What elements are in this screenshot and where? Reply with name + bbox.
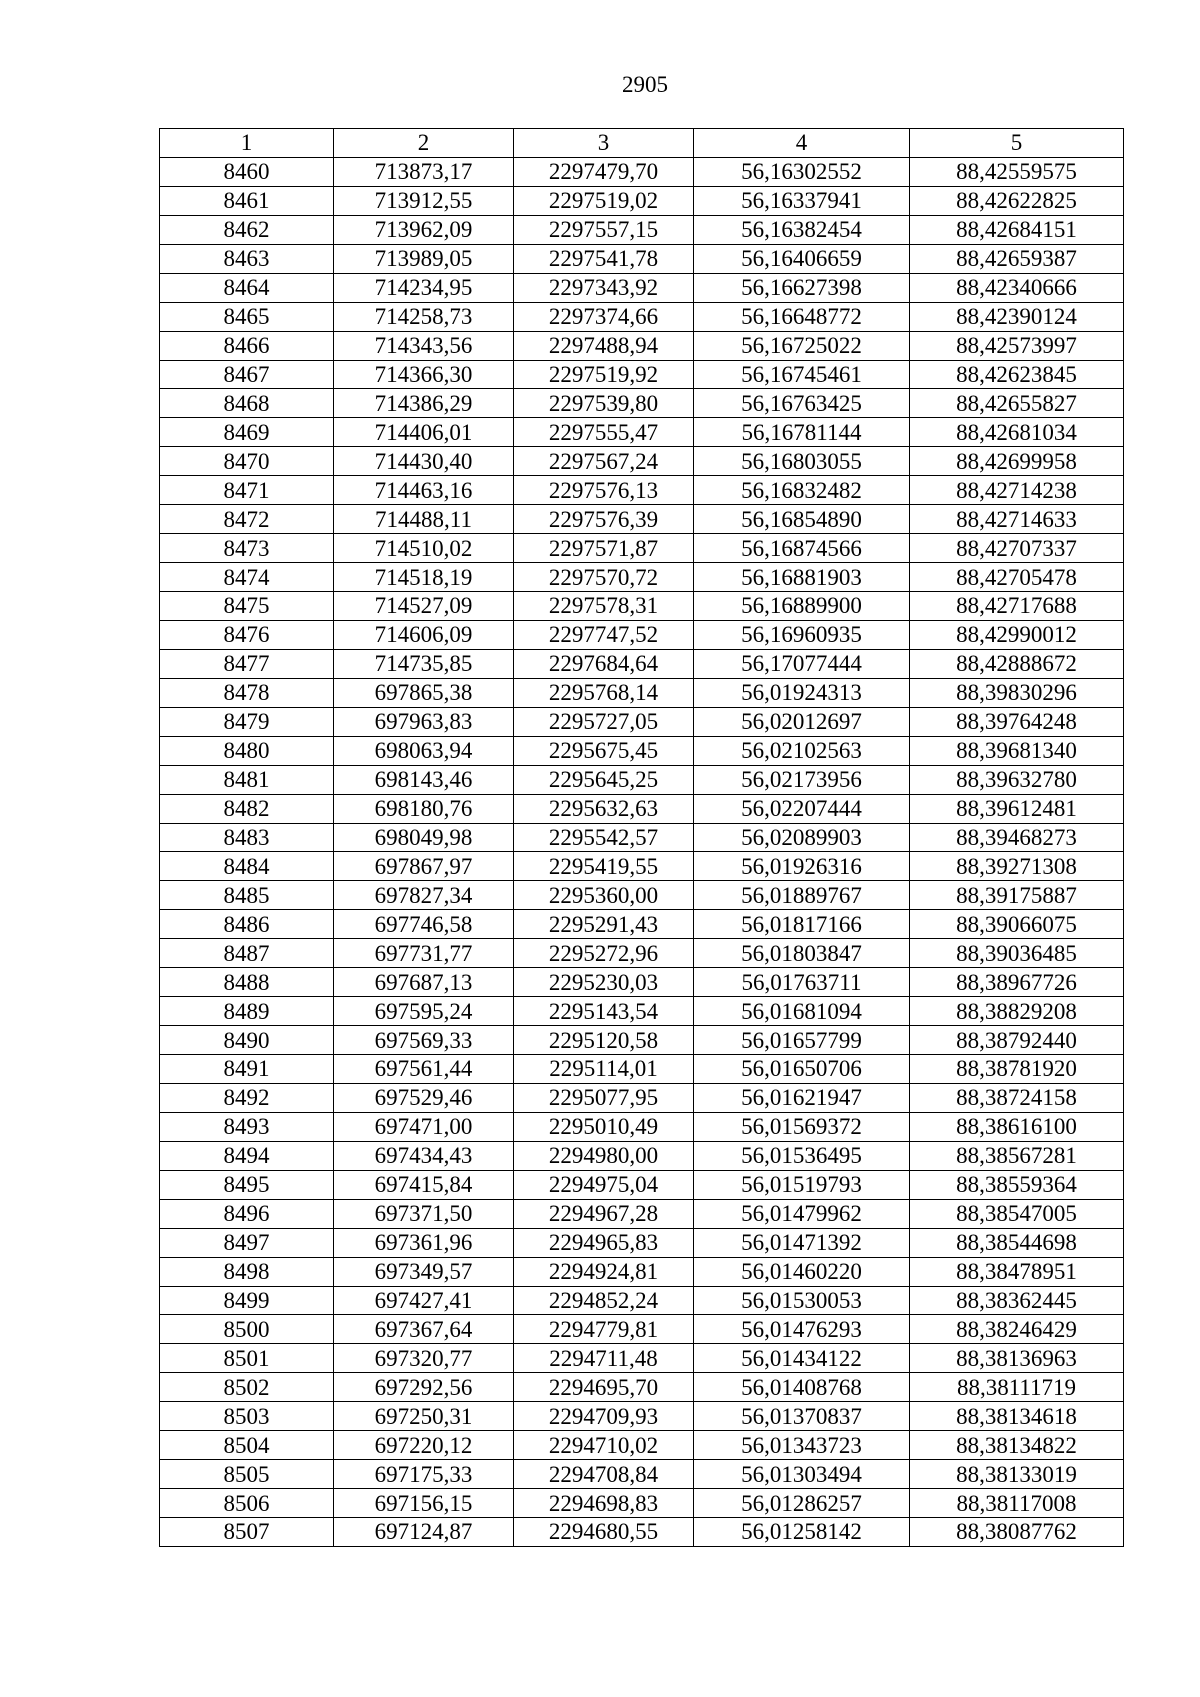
table-row	[160, 331, 1124, 360]
longitude-cell: 88,38134822	[910, 1431, 1124, 1460]
y-coordinate-cell: 2294709,93	[514, 1402, 694, 1431]
longitude-cell: 88,39632780	[910, 765, 1124, 794]
y-coordinate-cell: 2297557,15	[514, 215, 694, 244]
x-coordinate-cell: 697156,15	[334, 1489, 514, 1518]
table-row	[160, 244, 1124, 273]
x-coordinate-cell: 697124,87	[334, 1518, 514, 1547]
latitude-cell: 56,01803847	[694, 939, 910, 968]
table-row	[160, 563, 1124, 592]
latitude-cell: 56,02012697	[694, 707, 910, 736]
point-number-cell: 8482	[160, 794, 334, 823]
y-coordinate-cell: 2294711,48	[514, 1344, 694, 1373]
longitude-cell: 88,42888672	[910, 649, 1124, 678]
point-number-cell: 8465	[160, 302, 334, 331]
point-number-cell: 8485	[160, 881, 334, 910]
table-row	[160, 1286, 1124, 1315]
table-row	[160, 1228, 1124, 1257]
x-coordinate-cell: 713989,05	[334, 244, 514, 273]
longitude-cell: 88,38136963	[910, 1344, 1124, 1373]
y-coordinate-cell: 2295010,49	[514, 1112, 694, 1141]
table-row	[160, 534, 1124, 563]
latitude-cell: 56,01650706	[694, 1055, 910, 1084]
point-number-cell: 8502	[160, 1373, 334, 1402]
column-header-3: 3	[514, 129, 694, 158]
point-number-cell: 8491	[160, 1055, 334, 1084]
latitude-cell: 56,01258142	[694, 1518, 910, 1547]
point-number-cell: 8484	[160, 852, 334, 881]
point-number-cell: 8466	[160, 331, 334, 360]
table-row	[160, 389, 1124, 418]
longitude-cell: 88,38829208	[910, 997, 1124, 1026]
column-header-5: 5	[910, 129, 1124, 158]
latitude-cell: 56,16960935	[694, 620, 910, 649]
y-coordinate-cell: 2297519,92	[514, 360, 694, 389]
x-coordinate-cell: 698143,46	[334, 765, 514, 794]
table-row	[160, 476, 1124, 505]
x-coordinate-cell: 713873,17	[334, 157, 514, 186]
point-number-cell: 8488	[160, 968, 334, 997]
latitude-cell: 56,01763711	[694, 968, 910, 997]
point-number-cell: 8492	[160, 1083, 334, 1112]
longitude-cell: 88,39175887	[910, 881, 1124, 910]
longitude-cell: 88,38087762	[910, 1518, 1124, 1547]
longitude-cell: 88,38724158	[910, 1083, 1124, 1112]
column-header-4: 4	[694, 129, 910, 158]
x-coordinate-cell: 697731,77	[334, 939, 514, 968]
x-coordinate-cell: 714430,40	[334, 447, 514, 476]
table-row	[160, 1460, 1124, 1489]
longitude-cell: 88,39468273	[910, 823, 1124, 852]
table-row	[160, 1344, 1124, 1373]
longitude-cell: 88,38616100	[910, 1112, 1124, 1141]
table-row	[160, 707, 1124, 736]
x-coordinate-cell: 697687,13	[334, 968, 514, 997]
table-row	[160, 1431, 1124, 1460]
point-number-cell: 8501	[160, 1344, 334, 1373]
point-number-cell: 8462	[160, 215, 334, 244]
y-coordinate-cell: 2297539,80	[514, 389, 694, 418]
latitude-cell: 56,16854890	[694, 505, 910, 534]
point-number-cell: 8469	[160, 418, 334, 447]
longitude-cell: 88,42714633	[910, 505, 1124, 534]
latitude-cell: 56,16889900	[694, 592, 910, 621]
latitude-cell: 56,01460220	[694, 1257, 910, 1286]
table-row	[160, 302, 1124, 331]
table-row	[160, 620, 1124, 649]
page-number: 2905	[622, 72, 668, 97]
x-coordinate-cell: 714518,19	[334, 563, 514, 592]
latitude-cell: 56,01370837	[694, 1402, 910, 1431]
coordinates-table	[159, 128, 1124, 1547]
x-coordinate-cell: 697415,84	[334, 1170, 514, 1199]
table-row	[160, 852, 1124, 881]
x-coordinate-cell: 697427,41	[334, 1286, 514, 1315]
x-coordinate-cell: 697865,38	[334, 678, 514, 707]
point-number-cell: 8468	[160, 389, 334, 418]
latitude-cell: 56,16337941	[694, 186, 910, 215]
longitude-cell: 88,42681034	[910, 418, 1124, 447]
latitude-cell: 56,16406659	[694, 244, 910, 273]
y-coordinate-cell: 2294924,81	[514, 1257, 694, 1286]
table-row	[160, 1402, 1124, 1431]
y-coordinate-cell: 2294975,04	[514, 1170, 694, 1199]
latitude-cell: 56,01536495	[694, 1141, 910, 1170]
x-coordinate-cell: 698180,76	[334, 794, 514, 823]
table-row	[160, 736, 1124, 765]
point-number-cell: 8494	[160, 1141, 334, 1170]
latitude-cell: 56,02173956	[694, 765, 910, 794]
y-coordinate-cell: 2294965,83	[514, 1228, 694, 1257]
table-row	[160, 1083, 1124, 1112]
longitude-cell: 88,42990012	[910, 620, 1124, 649]
longitude-cell: 88,38478951	[910, 1257, 1124, 1286]
longitude-cell: 88,38362445	[910, 1286, 1124, 1315]
x-coordinate-cell: 714386,29	[334, 389, 514, 418]
longitude-cell: 88,39066075	[910, 910, 1124, 939]
x-coordinate-cell: 714258,73	[334, 302, 514, 331]
column-header-2: 2	[334, 129, 514, 158]
x-coordinate-cell: 714463,16	[334, 476, 514, 505]
longitude-cell: 88,42573997	[910, 331, 1124, 360]
latitude-cell: 56,16881903	[694, 563, 910, 592]
x-coordinate-cell: 697175,33	[334, 1460, 514, 1489]
y-coordinate-cell: 2295645,25	[514, 765, 694, 794]
latitude-cell: 56,16745461	[694, 360, 910, 389]
table-row	[160, 215, 1124, 244]
y-coordinate-cell: 2294967,28	[514, 1199, 694, 1228]
table-row	[160, 1199, 1124, 1228]
y-coordinate-cell: 2295675,45	[514, 736, 694, 765]
latitude-cell: 56,16725022	[694, 331, 910, 360]
point-number-cell: 8499	[160, 1286, 334, 1315]
point-number-cell: 8505	[160, 1460, 334, 1489]
longitude-cell: 88,42622825	[910, 186, 1124, 215]
x-coordinate-cell: 697361,96	[334, 1228, 514, 1257]
y-coordinate-cell: 2297555,47	[514, 418, 694, 447]
point-number-cell: 8481	[160, 765, 334, 794]
point-number-cell: 8490	[160, 1026, 334, 1055]
longitude-cell: 88,38781920	[910, 1055, 1124, 1084]
point-number-cell: 8496	[160, 1199, 334, 1228]
x-coordinate-cell: 697371,50	[334, 1199, 514, 1228]
table-row	[160, 939, 1124, 968]
longitude-cell: 88,39764248	[910, 707, 1124, 736]
longitude-cell: 88,42659387	[910, 244, 1124, 273]
longitude-cell: 88,39612481	[910, 794, 1124, 823]
y-coordinate-cell: 2297571,87	[514, 534, 694, 563]
table-row	[160, 910, 1124, 939]
y-coordinate-cell: 2295291,43	[514, 910, 694, 939]
longitude-cell: 88,42699958	[910, 447, 1124, 476]
table-row	[160, 273, 1124, 302]
table-header	[160, 129, 1124, 158]
table-row	[160, 157, 1124, 186]
table-row	[160, 1373, 1124, 1402]
longitude-cell: 88,42684151	[910, 215, 1124, 244]
table-row	[160, 678, 1124, 707]
table-row	[160, 1489, 1124, 1518]
y-coordinate-cell: 2295120,58	[514, 1026, 694, 1055]
y-coordinate-cell: 2295632,63	[514, 794, 694, 823]
table-row	[160, 592, 1124, 621]
longitude-cell: 88,42705478	[910, 563, 1124, 592]
y-coordinate-cell: 2297541,78	[514, 244, 694, 273]
longitude-cell: 88,42707337	[910, 534, 1124, 563]
y-coordinate-cell: 2297567,24	[514, 447, 694, 476]
latitude-cell: 56,01681094	[694, 997, 910, 1026]
point-number-cell: 8464	[160, 273, 334, 302]
x-coordinate-cell: 698063,94	[334, 736, 514, 765]
longitude-cell: 88,42340666	[910, 273, 1124, 302]
y-coordinate-cell: 2295419,55	[514, 852, 694, 881]
latitude-cell: 56,16874566	[694, 534, 910, 563]
y-coordinate-cell: 2295360,00	[514, 881, 694, 910]
point-number-cell: 8477	[160, 649, 334, 678]
x-coordinate-cell: 697746,58	[334, 910, 514, 939]
longitude-cell: 88,38111719	[910, 1373, 1124, 1402]
column-header-1: 1	[160, 129, 334, 158]
x-coordinate-cell: 697250,31	[334, 1402, 514, 1431]
latitude-cell: 56,16302552	[694, 157, 910, 186]
y-coordinate-cell: 2294779,81	[514, 1315, 694, 1344]
latitude-cell: 56,16781144	[694, 418, 910, 447]
table-row	[160, 997, 1124, 1026]
x-coordinate-cell: 714735,85	[334, 649, 514, 678]
x-coordinate-cell: 713912,55	[334, 186, 514, 215]
longitude-cell: 88,38246429	[910, 1315, 1124, 1344]
y-coordinate-cell: 2297684,64	[514, 649, 694, 678]
x-coordinate-cell: 714488,11	[334, 505, 514, 534]
point-number-cell: 8506	[160, 1489, 334, 1518]
point-number-cell: 8467	[160, 360, 334, 389]
y-coordinate-cell: 2294698,83	[514, 1489, 694, 1518]
longitude-cell: 88,38567281	[910, 1141, 1124, 1170]
table-row	[160, 823, 1124, 852]
point-number-cell: 8461	[160, 186, 334, 215]
point-number-cell: 8476	[160, 620, 334, 649]
table-row	[160, 1112, 1124, 1141]
point-number-cell: 8480	[160, 736, 334, 765]
x-coordinate-cell: 714406,01	[334, 418, 514, 447]
longitude-cell: 88,38134618	[910, 1402, 1124, 1431]
latitude-cell: 56,01817166	[694, 910, 910, 939]
point-number-cell: 8486	[160, 910, 334, 939]
y-coordinate-cell: 2295272,96	[514, 939, 694, 968]
longitude-cell: 88,42390124	[910, 302, 1124, 331]
latitude-cell: 56,02207444	[694, 794, 910, 823]
table-row	[160, 765, 1124, 794]
x-coordinate-cell: 697867,97	[334, 852, 514, 881]
latitude-cell: 56,02102563	[694, 736, 910, 765]
x-coordinate-cell: 697595,24	[334, 997, 514, 1026]
latitude-cell: 56,16832482	[694, 476, 910, 505]
table-row	[160, 881, 1124, 910]
longitude-cell: 88,42717688	[910, 592, 1124, 621]
latitude-cell: 56,16803055	[694, 447, 910, 476]
x-coordinate-cell: 697320,77	[334, 1344, 514, 1373]
latitude-cell: 56,01434122	[694, 1344, 910, 1373]
latitude-cell: 56,01479962	[694, 1199, 910, 1228]
x-coordinate-cell: 697471,00	[334, 1112, 514, 1141]
point-number-cell: 8470	[160, 447, 334, 476]
longitude-cell: 88,39036485	[910, 939, 1124, 968]
table-row	[160, 1055, 1124, 1084]
point-number-cell: 8473	[160, 534, 334, 563]
point-number-cell: 8489	[160, 997, 334, 1026]
y-coordinate-cell: 2297578,31	[514, 592, 694, 621]
x-coordinate-cell: 697529,46	[334, 1083, 514, 1112]
longitude-cell: 88,42623845	[910, 360, 1124, 389]
point-number-cell: 8507	[160, 1518, 334, 1547]
y-coordinate-cell: 2295143,54	[514, 997, 694, 1026]
table-row	[160, 1518, 1124, 1547]
x-coordinate-cell: 713962,09	[334, 215, 514, 244]
table-row	[160, 649, 1124, 678]
longitude-cell: 88,42714238	[910, 476, 1124, 505]
table-row	[160, 1315, 1124, 1344]
longitude-cell: 88,42559575	[910, 157, 1124, 186]
x-coordinate-cell: 697367,64	[334, 1315, 514, 1344]
longitude-cell: 88,38117008	[910, 1489, 1124, 1518]
x-coordinate-cell: 714366,30	[334, 360, 514, 389]
x-coordinate-cell: 697827,34	[334, 881, 514, 910]
y-coordinate-cell: 2297570,72	[514, 563, 694, 592]
point-number-cell: 8487	[160, 939, 334, 968]
latitude-cell: 56,01889767	[694, 881, 910, 910]
latitude-cell: 56,01569372	[694, 1112, 910, 1141]
y-coordinate-cell: 2295230,03	[514, 968, 694, 997]
y-coordinate-cell: 2294695,70	[514, 1373, 694, 1402]
point-number-cell: 8495	[160, 1170, 334, 1199]
y-coordinate-cell: 2294680,55	[514, 1518, 694, 1547]
point-number-cell: 8472	[160, 505, 334, 534]
y-coordinate-cell: 2297343,92	[514, 273, 694, 302]
x-coordinate-cell: 714606,09	[334, 620, 514, 649]
point-number-cell: 8463	[160, 244, 334, 273]
point-number-cell: 8498	[160, 1257, 334, 1286]
x-coordinate-cell: 714234,95	[334, 273, 514, 302]
x-coordinate-cell: 697963,83	[334, 707, 514, 736]
table-row	[160, 794, 1124, 823]
latitude-cell: 56,01621947	[694, 1083, 910, 1112]
y-coordinate-cell: 2295542,57	[514, 823, 694, 852]
table-row	[160, 1170, 1124, 1199]
point-number-cell: 8504	[160, 1431, 334, 1460]
latitude-cell: 56,16648772	[694, 302, 910, 331]
table-body	[160, 157, 1124, 1546]
table-row	[160, 186, 1124, 215]
y-coordinate-cell: 2294980,00	[514, 1141, 694, 1170]
table-row	[160, 1141, 1124, 1170]
latitude-cell: 56,01408768	[694, 1373, 910, 1402]
table-row	[160, 418, 1124, 447]
table-row	[160, 505, 1124, 534]
point-number-cell: 8460	[160, 157, 334, 186]
y-coordinate-cell: 2297479,70	[514, 157, 694, 186]
longitude-cell: 88,42655827	[910, 389, 1124, 418]
latitude-cell: 56,17077444	[694, 649, 910, 678]
latitude-cell: 56,16382454	[694, 215, 910, 244]
longitude-cell: 88,38792440	[910, 1026, 1124, 1055]
latitude-cell: 56,01519793	[694, 1170, 910, 1199]
latitude-cell: 56,01926316	[694, 852, 910, 881]
y-coordinate-cell: 2297576,13	[514, 476, 694, 505]
y-coordinate-cell: 2297488,94	[514, 331, 694, 360]
point-number-cell: 8474	[160, 563, 334, 592]
latitude-cell: 56,02089903	[694, 823, 910, 852]
table-row	[160, 447, 1124, 476]
x-coordinate-cell: 697349,57	[334, 1257, 514, 1286]
x-coordinate-cell: 714527,09	[334, 592, 514, 621]
x-coordinate-cell: 698049,98	[334, 823, 514, 852]
longitude-cell: 88,38547005	[910, 1199, 1124, 1228]
x-coordinate-cell: 697561,44	[334, 1055, 514, 1084]
table-row	[160, 968, 1124, 997]
y-coordinate-cell: 2294852,24	[514, 1286, 694, 1315]
point-number-cell: 8478	[160, 678, 334, 707]
latitude-cell: 56,01343723	[694, 1431, 910, 1460]
point-number-cell: 8493	[160, 1112, 334, 1141]
point-number-cell: 8483	[160, 823, 334, 852]
y-coordinate-cell: 2295114,01	[514, 1055, 694, 1084]
latitude-cell: 56,01657799	[694, 1026, 910, 1055]
y-coordinate-cell: 2295768,14	[514, 678, 694, 707]
longitude-cell: 88,38544698	[910, 1228, 1124, 1257]
x-coordinate-cell: 714510,02	[334, 534, 514, 563]
latitude-cell: 56,01286257	[694, 1489, 910, 1518]
latitude-cell: 56,01303494	[694, 1460, 910, 1489]
x-coordinate-cell: 697569,33	[334, 1026, 514, 1055]
latitude-cell: 56,01476293	[694, 1315, 910, 1344]
latitude-cell: 56,16627398	[694, 273, 910, 302]
latitude-cell: 56,01924313	[694, 678, 910, 707]
y-coordinate-cell: 2294710,02	[514, 1431, 694, 1460]
y-coordinate-cell: 2295077,95	[514, 1083, 694, 1112]
longitude-cell: 88,39681340	[910, 736, 1124, 765]
table-row	[160, 360, 1124, 389]
point-number-cell: 8503	[160, 1402, 334, 1431]
longitude-cell: 88,39271308	[910, 852, 1124, 881]
y-coordinate-cell: 2297576,39	[514, 505, 694, 534]
table-row	[160, 1257, 1124, 1286]
longitude-cell: 88,38559364	[910, 1170, 1124, 1199]
y-coordinate-cell: 2297374,66	[514, 302, 694, 331]
x-coordinate-cell: 697220,12	[334, 1431, 514, 1460]
point-number-cell: 8497	[160, 1228, 334, 1257]
point-number-cell: 8479	[160, 707, 334, 736]
point-number-cell: 8475	[160, 592, 334, 621]
longitude-cell: 88,38133019	[910, 1460, 1124, 1489]
y-coordinate-cell: 2297747,52	[514, 620, 694, 649]
point-number-cell: 8471	[160, 476, 334, 505]
longitude-cell: 88,38967726	[910, 968, 1124, 997]
table-row	[160, 1026, 1124, 1055]
y-coordinate-cell: 2297519,02	[514, 186, 694, 215]
x-coordinate-cell: 697292,56	[334, 1373, 514, 1402]
y-coordinate-cell: 2294708,84	[514, 1460, 694, 1489]
x-coordinate-cell: 697434,43	[334, 1141, 514, 1170]
latitude-cell: 56,16763425	[694, 389, 910, 418]
y-coordinate-cell: 2295727,05	[514, 707, 694, 736]
longitude-cell: 88,39830296	[910, 678, 1124, 707]
x-coordinate-cell: 714343,56	[334, 331, 514, 360]
point-number-cell: 8500	[160, 1315, 334, 1344]
table-header-row	[160, 129, 1124, 158]
latitude-cell: 56,01530053	[694, 1286, 910, 1315]
latitude-cell: 56,01471392	[694, 1228, 910, 1257]
